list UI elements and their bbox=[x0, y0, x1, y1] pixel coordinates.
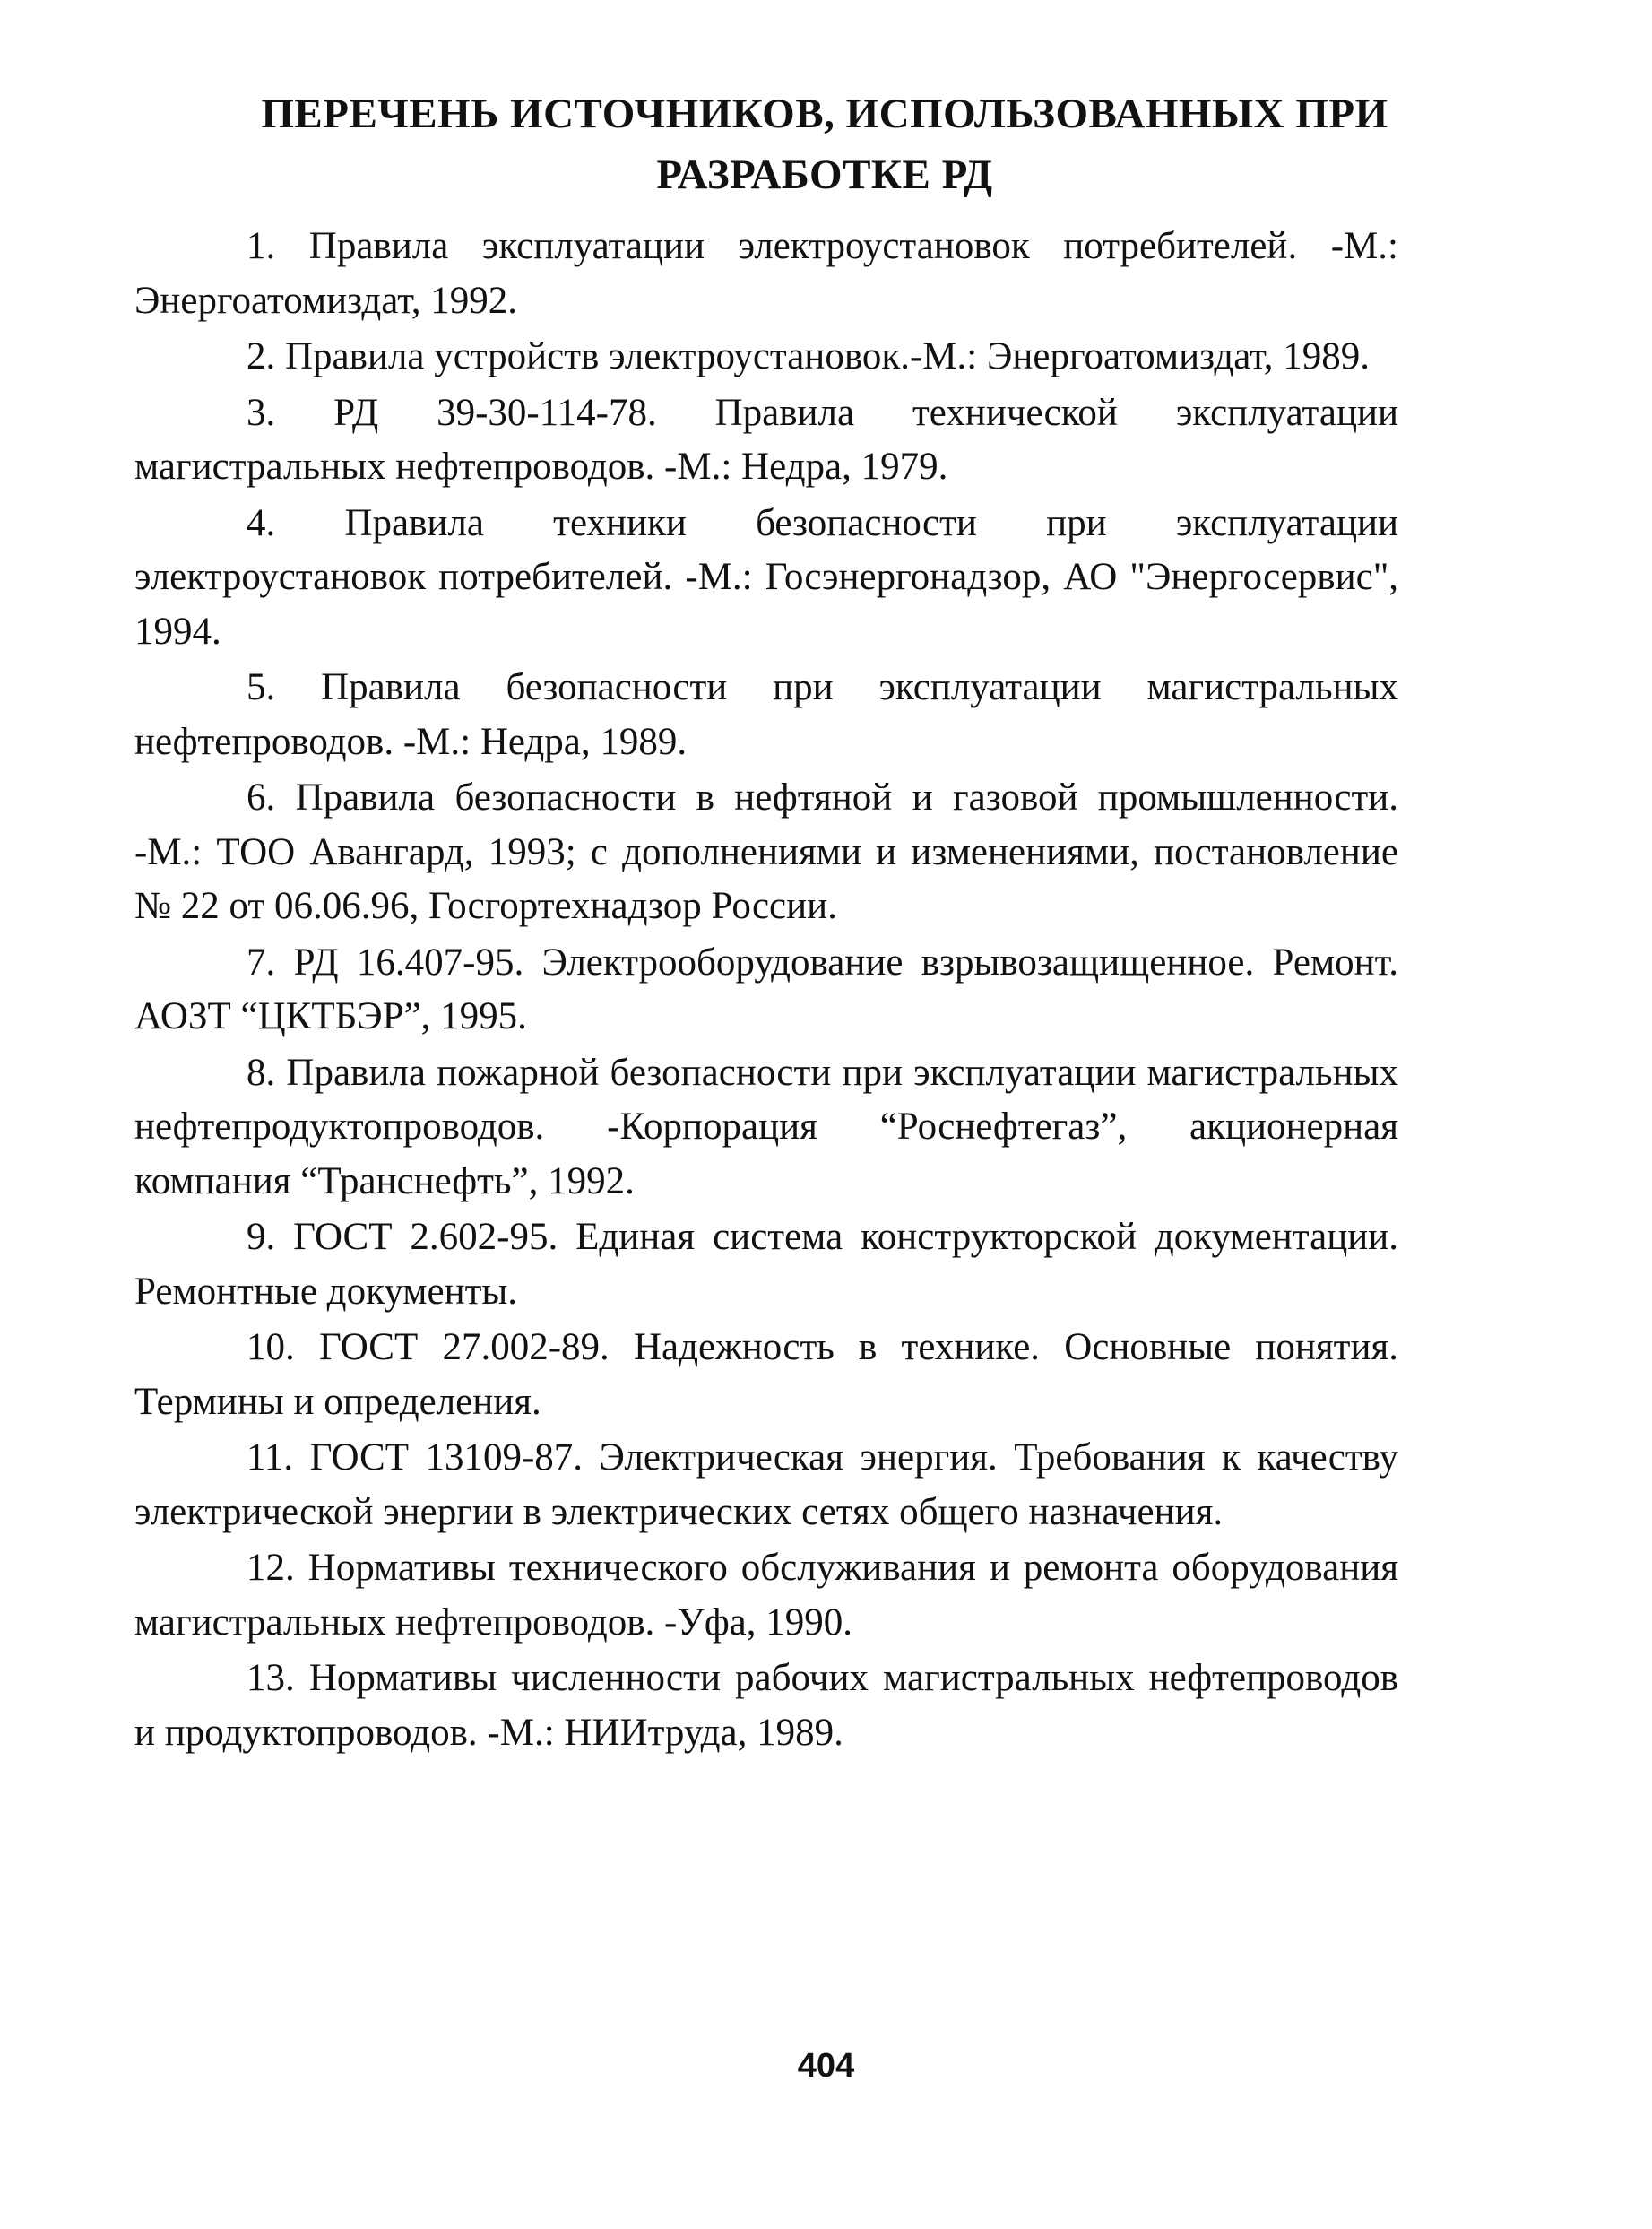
reference-item-3: 3. РД 39-30-114-78. Правила технической эксплуатации магистральных нефтепроводов. -М.: Недра, 1979. bbox=[134, 391, 1398, 488]
reference-item-5: 5. Правила безопасности при эксплуатации магистральных нефтепроводов. -М.: Недра, 1989. bbox=[134, 666, 1398, 763]
reference-list bbox=[134, 220, 1398, 1762]
reference-item-8: 8. Правила пожарной безопасности при эксплуатации магистральных нефтепродуктопроводов. -Корпорация “Роснефтегаз”, акционерная компания “Транснефть”, 1992. bbox=[134, 1051, 1398, 1202]
reference-item-13: 13. Нормативы численности рабочих магистральных нефтепроводов и продуктопроводов. -М.: НИИтруда, 1989. bbox=[134, 1657, 1398, 1754]
reference-item-7: 7. РД 16.407-95. Электрооборудование взрывозащищенное. Ремонт. АОЗТ “ЦКТБЭР”, 1995. bbox=[134, 941, 1398, 1037]
reference-item-12: 12. Нормативы технического обслуживания и ремонта оборудования магистральных нефтепроводов. -Уфа, 1990. bbox=[134, 1547, 1398, 1644]
reference-item-10: 10. ГОСТ 27.002-89. Надежность в технике. Основные понятия. Термины и определения. bbox=[134, 1326, 1398, 1423]
reference-item-9: 9. ГОСТ 2.602-95. Единая система конструкторской документации. Ремонтные документы. bbox=[134, 1216, 1398, 1313]
title-line-2: РАЗРАБОТКЕ РД bbox=[656, 152, 993, 199]
title-line-1: ПЕРЕЧЕНЬ ИСТОЧНИКОВ, ИСПОЛЬЗОВАННЫХ ПРИ bbox=[261, 91, 1388, 138]
reference-item-1: 1. Правила эксплуатации электроустановок потребителей. -М.: Энергоатомиздат, 1992. bbox=[134, 225, 1398, 322]
reference-item-4: 4. Правила техники безопасности при эксплуатации электроустановок потребителей. -М.: Госэнергонадзор, АО "Энергосервис", 1994. bbox=[134, 501, 1398, 653]
reference-item-11: 11. ГОСТ 13109-87. Электрическая энергия. Требования к качеству электрической энергии в электрических сетях общего назначения. bbox=[134, 1436, 1398, 1533]
page-number: 404 bbox=[797, 2047, 855, 2085]
page-title bbox=[134, 83, 1515, 205]
reference-item-6: 6. Правила безопасности в нефтяной и газовой промышленности. -М.: ТОО Авангард, 1993; с дополнениями и изменениями, постановление № 22 от 06.06.96, Госгортехнадзор России. bbox=[134, 776, 1398, 927]
reference-item-2: 2. Правила устройств электроустановок.-М.: Энергоатомиздат, 1989. bbox=[247, 335, 1370, 377]
